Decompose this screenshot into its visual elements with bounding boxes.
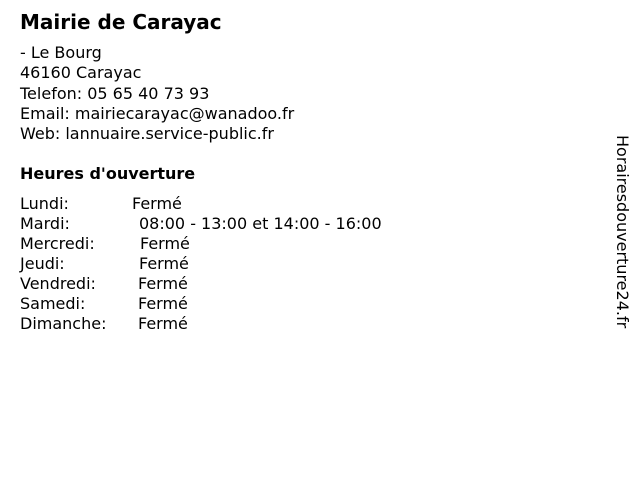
hours-value: Fermé — [140, 234, 190, 253]
opening-hours-heading: Heures d'ouverture — [20, 164, 196, 183]
street-address: - Le Bourg — [20, 43, 102, 62]
day-label: Samedi: — [20, 294, 86, 313]
site-watermark: Horairesdouverture24.fr — [613, 135, 632, 329]
day-label: Mardi: — [20, 214, 70, 233]
day-label: Jeudi: — [20, 254, 65, 273]
email-line: Email: mairiecarayac@wanadoo.fr — [20, 103, 295, 123]
hours-value: Fermé — [138, 314, 188, 333]
day-label: Lundi: — [20, 194, 69, 213]
hours-value: Fermé — [139, 254, 189, 273]
contact-block — [20, 43, 294, 144]
page-title: Mairie de Carayac — [20, 10, 222, 34]
hours-value: 08:00 - 13:00 et 14:00 - 16:00 — [139, 214, 382, 233]
postal-city: 46160 Carayac — [20, 63, 142, 83]
website-line: Web: lannuaire.service-public.fr — [20, 124, 274, 144]
day-label: Mercredi: — [20, 234, 95, 253]
day-label: Dimanche: — [20, 314, 107, 333]
day-label: Vendredi: — [20, 274, 96, 293]
hours-value: Fermé — [138, 274, 188, 293]
hours-value: Fermé — [138, 294, 188, 313]
hours-value: Fermé — [132, 194, 182, 213]
phone-line: Telefon: 05 65 40 73 93 — [20, 83, 210, 103]
